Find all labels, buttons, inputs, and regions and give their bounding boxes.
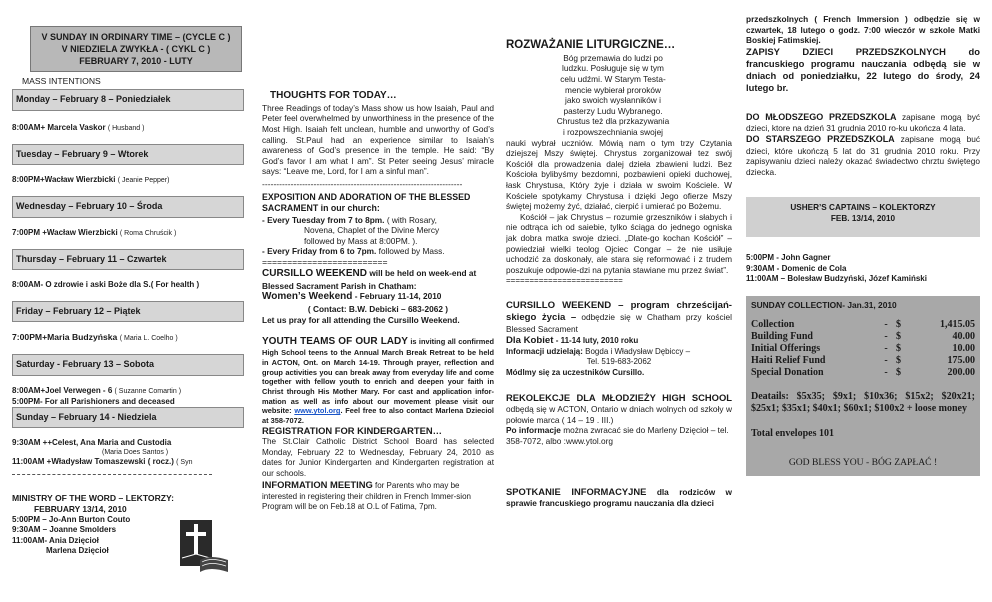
rozwazanie-title: ROZWAŻANIE LITURGICZNE…: [506, 39, 676, 51]
collection-row: Special Donation - $ 200.00: [751, 366, 975, 378]
poem-line: pasterzy Ludu Wybranego.: [563, 105, 663, 116]
poem-line: Bóg przemawia do ludzi po: [563, 52, 663, 63]
adoration-line: - Every Friday from 6 to 7pm. followed by Mass.: [262, 246, 445, 257]
usher-line: 5:00PM - John Gagner: [746, 253, 831, 263]
mass-line: 8:00AM+ Marcela Vaskor ( Husband ): [12, 122, 145, 132]
modlmy-sie: Módlmy się za uczestników Cursillo.: [506, 367, 645, 377]
womens-weekend: Women’s Weekend - February 11-14, 2010: [262, 291, 442, 303]
spotkanie: SPOTKANIE INFORMACYJNE dla rodziców w sprawie francuskiego programu nauczania dla dzieci: [506, 486, 732, 509]
column-mass-intentions: [12, 0, 244, 602]
rozwazanie-body: nauki wybrał uczniów. Mówią nam o tym trzy Czytania dziejszej Mszy świętej. Chrystus zorganizował tez swój Kościół dla prowadzenia dalej dzieła zbawieni ludzi. Bez Kościoła bylibyśmy bezdomni, pozbawieni opieki duchowej, łask Chrystusa, Który żyje i działa w swoim Kościele. W Kościele spotykamy Chrystusa i dzięki Jego ofierze Mszy świętej możemy żyć, działać, cierpić i umierać po Bożemu.: [506, 137, 732, 212]
adoration-line: - Every Tuesday from 7 to 8pm. ( with Rosary,: [262, 214, 437, 225]
cursillo-pray: Let us pray for all attending the Cursillo Weekend.: [262, 314, 460, 325]
kinder-title: REGISTRATION FOR KINDERGARTEN…: [262, 425, 443, 437]
header-line2: V NIEDZIELA ZWYKŁA - ( CYKL C ): [61, 44, 211, 55]
poem-line: i rozpowszechniania swojej: [562, 126, 664, 137]
day-friday: Friday – February 12 – Piątek: [12, 301, 244, 323]
collection-row: Haiti Relief Fund - $ 175.00: [751, 354, 975, 366]
poem: [538, 53, 688, 138]
divider: ----------------------------------------------------------------------: [262, 179, 463, 190]
francuski-info: przedszkolnych ( French Immersion ) odbędzie się w czwartek, 18 lutego o godz. 7:00 wieczór w szkole Matki Boskiej Fatimskiej.: [746, 14, 980, 46]
cursillo-text: CURSILLO WEEKEND will be held on week-end at Blessed Sacrament Parish in Chatham:: [262, 268, 477, 291]
kinder-text: The St.Clair Catholic District School Board has selected Monday, February 22 to Wednesday, February 24, 2010 as dates for Junior Kindergarten and Kindergarten registration at our schools.: [262, 437, 494, 478]
poem-line: celu udźmi. W Starym Testa-: [560, 73, 666, 84]
divider: [12, 474, 212, 475]
rekolekcje: REKOLEKCJE DLA MŁODZIEŻY HIGH SCHOOL odbędą się w ACTON, Ontario w dniach wolnych od szkoły w połowie marca ( 14 – 19 . III.): [506, 391, 732, 425]
lectors-date: FEBRUARY 13/14, 2010: [34, 504, 127, 515]
cursillo-contact: ( Contact: B.W. Debicki – 683-2062 ): [307, 304, 449, 315]
starsze-przedszkole: DO STARSZEGO PRZEDSZKOLA zapisane mogą buć dzieci, które ukończą 5 lat do 31 grudnia 2010 roku. Przy zapisywaniu dzieci należy okazać świadectwo chrztu świętego dziecka.: [746, 134, 980, 177]
dla-kobiet: Dla Kobiet - 11-14 luty, 2010 roku: [506, 334, 639, 346]
column-thoughts: [262, 0, 494, 602]
header-line3: FEBRUARY 7, 2010 - LUTY: [79, 56, 193, 67]
cursillo-pl: CURSILLO WEEKEND – program chrześcijań-skiego życia – odbędzie się w Chatham przy kościel Blessed Sacrament: [506, 299, 732, 335]
adoration-line: followed by Mass at 8:00PM. ).: [304, 235, 418, 246]
usher-line: 11:00AM – Bolesław Budzyński, Józef Kamiński: [746, 273, 927, 283]
collection-box: [746, 296, 980, 476]
day-wednesday: Wednesday – February 10 – Środa: [12, 196, 244, 218]
collection-row: Collection - $ 1,415.05: [751, 318, 975, 330]
rozwazanie-body2: Kościół – jak Chrystus – rozumie grzeszników i słabych i nie odtrąca ich od saiebie, tylko ściąga do jednego ogniska jak dobra matka swoje dzieci. „Dlate-go kochan Kościół” – powiedział wielki teolog Ojciec Congar – że nie usiłuje uchodzić za doskonały, ale stara się reformować i z trudem poszukuje odpowie-dzi na pytania stawiane mu przez świat”.: [506, 211, 732, 275]
telefon: Tel. 519-683-2062: [586, 357, 652, 367]
ushers-date: FEB. 13/14, 2010: [830, 213, 896, 223]
poem-line: Chrustus też dla przkazywania: [556, 116, 670, 127]
day-tuesday: Tuesday – February 9 – Wtorek: [12, 144, 244, 166]
mlodsze-przedszkole: DO MŁODSZEGO PRZEDSZKOLA zapisane mogą być dzieci, ktore na dzień 31 grudnia 2010 ro-ku ukończa 4 lata.: [746, 111, 980, 134]
god-bless: GOD BLESS YOU - BÓG ZAPŁAĆ !: [788, 456, 938, 468]
lector-line: Marlena Dzięcioł: [46, 545, 109, 555]
day-sunday: Sunday – February 14 - Niedziela: [12, 407, 244, 429]
mass-line: 11:00AM +Władysław Tomaszewski ( rocz.) ( Syn: [12, 457, 193, 467]
collection-details: Deatails: $5x35; $9x1; $10x36; $15x2; $20x21; $25x1; $35x1; $40x1; $60x1; $100x2 + loose money: [751, 390, 975, 415]
mass-line: 8:00PM+Wacław Wierzbicki ( Jeanie Pepper): [12, 175, 170, 185]
mass-line: 7:00PM+Maria Budzyńska ( Maria L. Coelho ): [12, 332, 178, 343]
day-saturday: Saturday - February 13 – Sobota: [12, 354, 244, 376]
thoughts-text: Three Readings of today’s Mass show us how Isaiah, Paul and Peter feel overwhelmed by unworthiness in the presence of the Most High. Isaiah felt unclean, humble and unworthy of God’s calling. St.Paul had an experience similar to Isaiah’s awareness of God’s presence in the temple. He said: “By God’s favor I am what I am”. St Peter seeing Jesus’ miracle says: “Leave me, Lord, for I am a sinful man”.: [262, 102, 494, 177]
ushers-title: USHER’S CAPTAINS – KOLEKTORZY: [790, 203, 936, 213]
column-rozwazanie: [506, 0, 732, 602]
mass-note: (Maria Does Santos ): [102, 448, 169, 456]
mass-intentions-title: MASS INTENTIONS: [22, 76, 101, 87]
lector-line: 9:30AM – Joanne Smolders: [12, 525, 117, 535]
collection-row: Initial Offerings - $ 10.00: [751, 342, 975, 354]
ushers-box: [746, 197, 980, 237]
youth-teams-text: YOUTH TEAMS OF OUR LADY is inviting all confirmed High School teens to the Annual March Break Retreat to be held in ACTON, Ont. on March 14-19. Through prayer, reflection and group activities you can break away from everyday life and come together with fellow youth to enrich and deepen your faith in Christ through His Mother Mary. For cast and application infor-mation as well as info about our movement please visit our website: www.ytol.org. Feel free to also contact Marlena Dzieciol at 358-7072.: [262, 336, 494, 425]
bible-cross-icon: [180, 520, 230, 576]
usher-line: 9:30AM - Domenic de Cola: [746, 263, 847, 273]
mass-line: 8:00AM- O zdrowie i aski Boże dla S.( For health ): [12, 280, 200, 290]
day-monday: Monday – February 8 – Poniedziałek: [12, 89, 244, 111]
mass-line: 5:00PM- For all Parishioners and deceased: [12, 396, 175, 406]
poem-line: ludzku. Posługuje się w tym: [562, 63, 664, 74]
collection-title: SUNDAY COLLECTION- Jan.31, 2010: [751, 300, 897, 311]
column-announcements: [746, 0, 980, 602]
header-box: [30, 26, 242, 72]
lector-line: 11:00AM- Ania Dzięcioł: [12, 535, 99, 545]
zapisy-dzieci: ZAPISY DZIECI PRZEDSZKOLNYCH do francuskiego programu nauczania odbędą sie w dniach od poniedziałku, 22 lutego do środy, 24 lutego br.: [746, 45, 980, 93]
rekolekcje-info: Po informacje można zwracać sie do Marleny Dzięcioł – tel. 358-7072, albo :www.ytol.org: [506, 425, 729, 446]
day-thursday: Thursday – February 11 – Czwartek: [12, 249, 244, 271]
thoughts-title: THOUGHTS FOR TODAY…: [270, 90, 397, 101]
lectors-title: MINISTRY OF THE WORD – LEKTORZY:: [12, 493, 175, 504]
header-line1: V SUNDAY IN ORDINARY TIME – (CYCLE C ): [41, 32, 231, 42]
adoration-title: EXPOSITION AND ADORATION OF THE BLESSED SACRAMENT in our church:: [262, 192, 471, 214]
mass-line: 8:00AM+Joel Verwegen - 6 ( Suzanne Comartin ): [12, 385, 182, 395]
adoration-line: Novena, Chaplet of the Divine Mercy: [304, 225, 440, 236]
poem-line: jako swoich wysłanników i: [565, 95, 661, 106]
envelopes-total: Total envelopes 101: [751, 427, 834, 439]
ytol-link[interactable]: www.ytol.org: [294, 406, 341, 416]
collection-row: Building Fund - $ 40.00: [751, 330, 975, 342]
divider: =========================: [262, 257, 388, 267]
informacje: Informacji udzielają: Bogda i Władysław Dębiccy –: [506, 347, 691, 357]
mass-line: 9:30AM ++Celest, Ana Maria and Custodia: [12, 438, 172, 448]
mass-line: 7:00PM +Wacław Wierzbicki ( Roma Chruścik ): [12, 227, 177, 237]
divider: =========================: [506, 275, 623, 285]
lector-line: 5:00PM – Jo-Ann Burton Couto: [12, 515, 131, 525]
poem-line: mencie wybierał proroków: [565, 84, 661, 95]
info-meeting: INFORMATION MEETING for Parents who may be interested in registering their children in French Immer-sion Program will be on Feb.18 at O.L of Fatima, 7pm.: [262, 479, 471, 511]
